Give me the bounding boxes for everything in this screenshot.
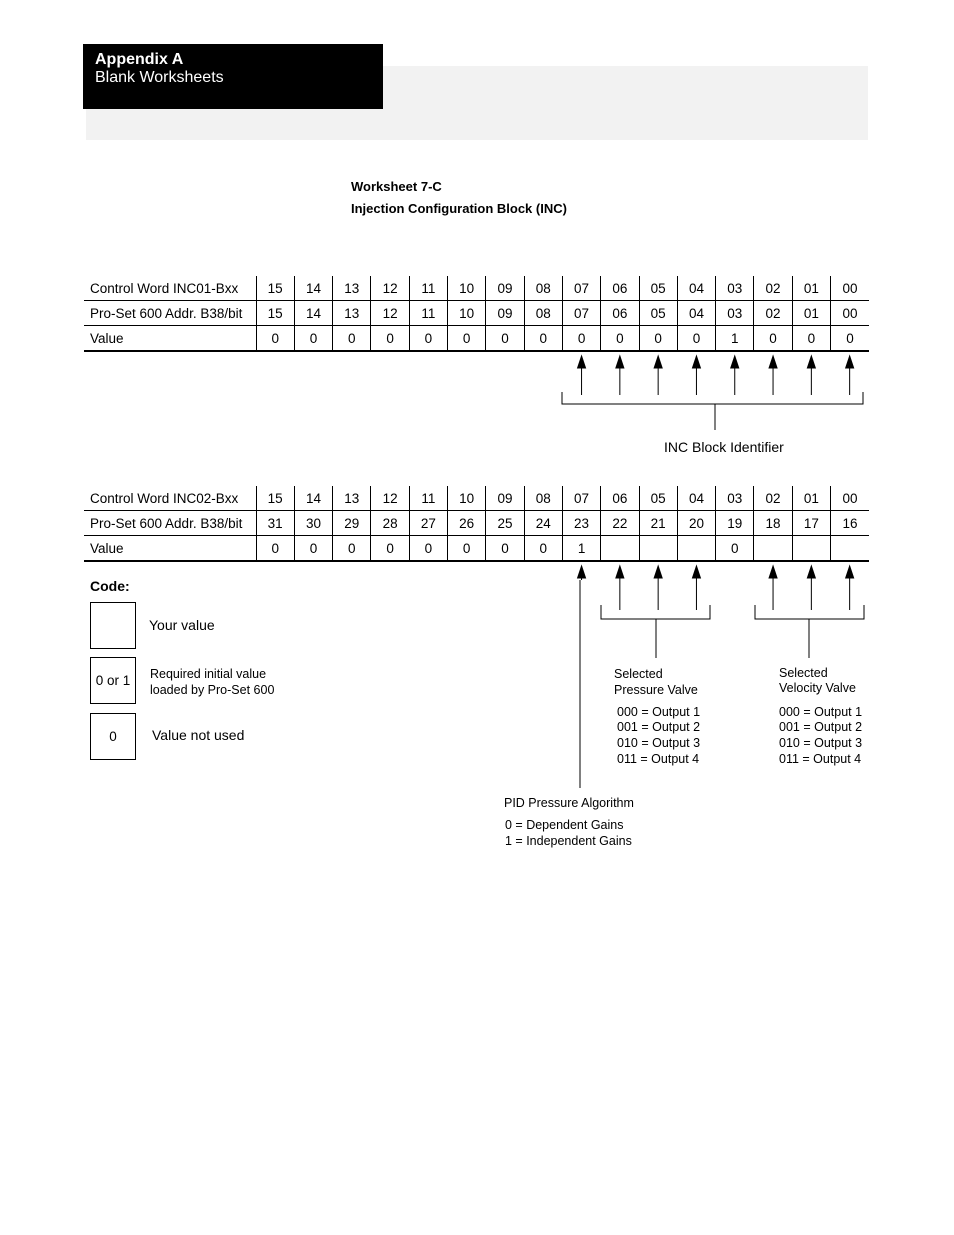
bit-cell: 01: [792, 486, 830, 511]
bit-cell: 31: [256, 511, 294, 536]
bit-cell: 05: [639, 486, 677, 511]
bit-cell: 30: [294, 511, 332, 536]
arrow-head: [616, 566, 624, 578]
bit-cell: 0: [294, 536, 332, 562]
bit-cell: 0: [754, 326, 792, 352]
pressure-valve-label-1: Selected: [614, 667, 663, 681]
bit-cell: 0: [524, 326, 562, 352]
velocity-valve-label-1: Selected: [779, 666, 828, 680]
bit-cell: 0: [831, 326, 870, 352]
bit-cell: 0: [716, 536, 754, 562]
bit-cell: 0: [371, 536, 409, 562]
bit-cell: 04: [677, 276, 715, 301]
appendix-subtitle: Blank Worksheets: [95, 69, 224, 86]
bit-cell: 0: [256, 536, 294, 562]
bit-cell: 29: [333, 511, 371, 536]
bit-cell: 0: [524, 536, 562, 562]
row-label: Control Word INC01-Bxx: [84, 276, 256, 301]
velocity-option: 001 = Output 2: [779, 720, 863, 734]
bit-cell: 07: [562, 486, 600, 511]
bit-cell: 0: [448, 536, 486, 562]
bit-cell: 20: [677, 511, 715, 536]
bit-cell: 00: [831, 301, 870, 326]
bit-cell: 12: [371, 486, 409, 511]
pressure-valve-label-2: Pressure Valve: [614, 683, 698, 697]
bit-cell: 12: [371, 301, 409, 326]
bit-cell: 23: [562, 511, 600, 536]
pressure-option: 010 = Output 3: [617, 736, 701, 750]
arrow-head: [846, 356, 854, 368]
bit-cell: 1: [716, 326, 754, 352]
velocity-valve-label-2: Velocity Valve: [779, 681, 856, 695]
bit-cell: 17: [792, 511, 830, 536]
pressure-option: 001 = Output 2: [617, 720, 701, 734]
velocity-option: 000 = Output 1: [779, 705, 863, 719]
row-label: Pro-Set 600 Addr. B38/bit: [84, 511, 256, 536]
bit-cell: 09: [486, 486, 524, 511]
worksheet-number: Worksheet 7-C: [351, 179, 442, 194]
bit-cell: 09: [486, 276, 524, 301]
appendix-title: Appendix A: [95, 51, 184, 68]
pressure-option: 000 = Output 1: [617, 705, 701, 719]
code-desc-required-1: Required initial value: [150, 667, 267, 681]
bit-cell: 28: [371, 511, 409, 536]
bit-cell: 08: [524, 301, 562, 326]
bit-cell: 06: [601, 486, 639, 511]
bit-cell: 0: [409, 326, 447, 352]
bit-cell: 02: [754, 301, 792, 326]
bit-cell: 11: [409, 276, 447, 301]
bit-cell: 11: [409, 486, 447, 511]
bit-cell: 0: [562, 326, 600, 352]
bit-cell: 10: [448, 301, 486, 326]
bit-cell: 01: [792, 301, 830, 326]
inc-identifier-bracket: [562, 392, 863, 430]
row-label: Control Word INC02-Bxx: [84, 486, 256, 511]
bit-cell: 15: [256, 301, 294, 326]
pid-algorithm-label: PID Pressure Algorithm: [504, 796, 634, 810]
inc-block-identifier-label: INC Block Identifier: [664, 439, 784, 455]
bit-cell: 0: [333, 536, 371, 562]
bit-cell: 07: [562, 301, 600, 326]
bit-cell: 26: [448, 511, 486, 536]
pressure-valve-bracket: [601, 605, 710, 658]
bit-cell: 13: [333, 486, 371, 511]
bit-cell: 0: [792, 326, 830, 352]
bit-cell: 08: [524, 486, 562, 511]
bit-cell: 15: [256, 276, 294, 301]
pid-option: 1 = Independent Gains: [505, 834, 632, 848]
row-label: Pro-Set 600 Addr. B38/bit: [84, 301, 256, 326]
arrow-head: [731, 356, 739, 368]
bit-cell: 0: [409, 536, 447, 562]
code-box-your-value: [90, 602, 136, 649]
bit-cell: 14: [294, 276, 332, 301]
bit-cell: 06: [601, 301, 639, 326]
bit-cell: 03: [716, 276, 754, 301]
row-label: Value: [84, 326, 256, 352]
bit-cell: 01: [792, 276, 830, 301]
bit-cell: 05: [639, 276, 677, 301]
bit-cell: 0: [601, 326, 639, 352]
bit-cell: 03: [716, 486, 754, 511]
bit-cell: 27: [409, 511, 447, 536]
bit-cell: 1: [562, 536, 600, 562]
code-box-required: 0 or 1: [90, 657, 136, 704]
bit-cell: 24: [524, 511, 562, 536]
velocity-valve-bracket: [755, 605, 864, 658]
bit-cell: 13: [333, 276, 371, 301]
bit-cell: 19: [716, 511, 754, 536]
bit-cell: 04: [677, 486, 715, 511]
arrow-head: [692, 566, 700, 578]
bit-cell: 13: [333, 301, 371, 326]
bit-cell: 0: [256, 326, 294, 352]
bit-cell: 15: [256, 486, 294, 511]
bit-cell: 0: [677, 326, 715, 352]
arrow-head: [616, 356, 624, 368]
bit-cell: 22: [601, 511, 639, 536]
bit-cell: 16: [831, 511, 870, 536]
bit-cell: 05: [639, 301, 677, 326]
bit-cell: 08: [524, 276, 562, 301]
code-box-not-used: 0: [90, 713, 136, 760]
bit-cell: 0: [486, 326, 524, 352]
bit-cell: 25: [486, 511, 524, 536]
bit-cell: 09: [486, 301, 524, 326]
velocity-option: 010 = Output 3: [779, 736, 863, 750]
bit-cell: 00: [831, 276, 870, 301]
bit-cell: 0: [448, 326, 486, 352]
bit-cell: 14: [294, 301, 332, 326]
code-legend-title: Code:: [90, 578, 130, 594]
bit-cell: 0: [639, 326, 677, 352]
arrow-head: [692, 356, 700, 368]
velocity-option: 011 = Output 4: [779, 752, 862, 766]
bit-cell: 00: [831, 486, 870, 511]
arrow-head: [578, 356, 586, 368]
arrow-head: [807, 566, 815, 578]
code-desc-required-2: loaded by Pro-Set 600: [150, 683, 275, 697]
pressure-option: 011 = Output 4: [617, 752, 700, 766]
bit-cell: 04: [677, 301, 715, 326]
bit-cell: 11: [409, 301, 447, 326]
arrow-head: [769, 566, 777, 578]
arrow-head: [846, 566, 854, 578]
pid-option: 0 = Dependent Gains: [505, 818, 624, 832]
arrow-head: [654, 566, 662, 578]
code-desc-not-used: Value not used: [152, 727, 245, 743]
arrow-head: [769, 356, 777, 368]
bit-cell: 07: [562, 276, 600, 301]
bit-cell: 10: [448, 486, 486, 511]
bit-cell: 02: [754, 486, 792, 511]
bit-cell: 12: [371, 276, 409, 301]
worksheet-name: Injection Configuration Block (INC): [351, 201, 567, 216]
bit-cell: 21: [639, 511, 677, 536]
arrow-head: [578, 566, 586, 578]
bit-cell: 0: [371, 326, 409, 352]
bit-cell: 10: [448, 276, 486, 301]
bit-cell: 18: [754, 511, 792, 536]
code-desc-your-value: Your value: [149, 617, 215, 633]
bit-cell: 0: [333, 326, 371, 352]
arrow-head: [807, 356, 815, 368]
bit-cell: 06: [601, 276, 639, 301]
bit-cell: 02: [754, 276, 792, 301]
arrow-head: [654, 356, 662, 368]
bit-cell: 0: [486, 536, 524, 562]
bit-cell: 14: [294, 486, 332, 511]
bit-cell: 0: [294, 326, 332, 352]
bit-cell: 03: [716, 301, 754, 326]
row-label: Value: [84, 536, 256, 562]
